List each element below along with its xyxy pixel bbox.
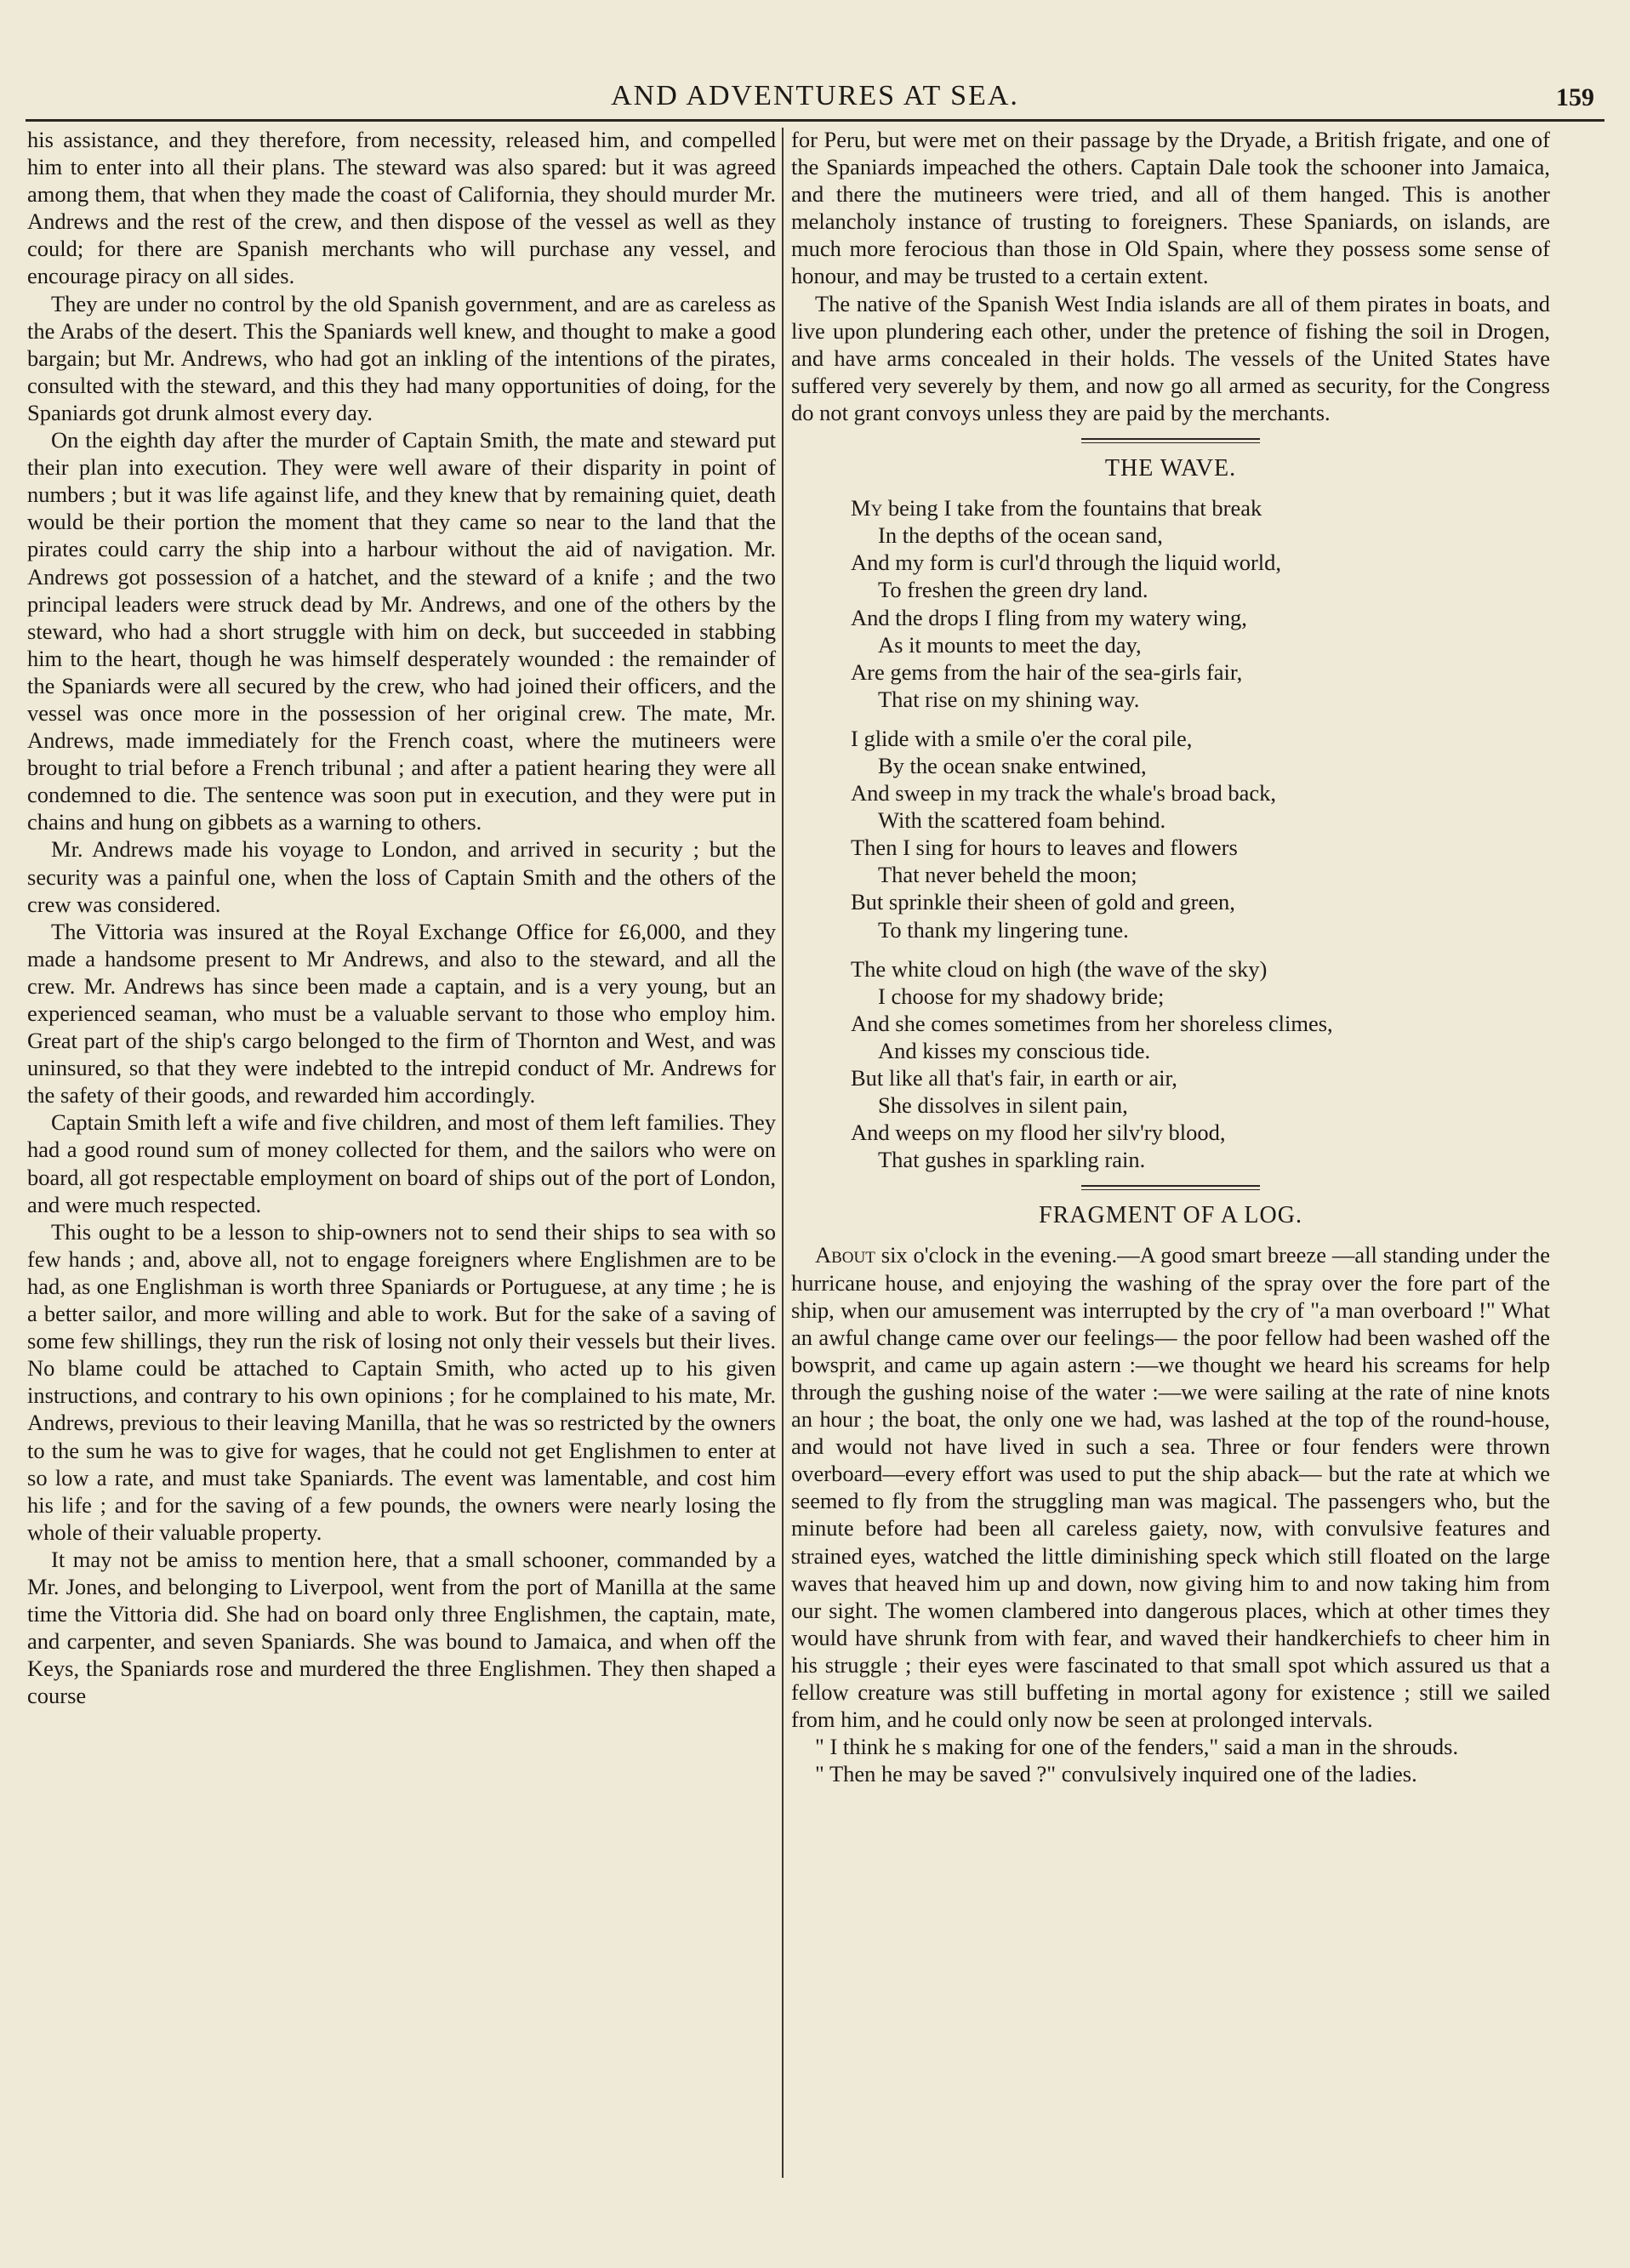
right-column bbox=[791, 126, 1550, 2183]
paragraph: On the eighth day after the murder of Captain Smith, the mate and steward put their plan into execution. They were well aware of their disparity in point of numbers ; but it was life against life, and they knew that by remaining quiet, death would be their portion the moment that they came so near to the land that the pirates could carry the ship into a harbour without the aid of navigation. Mr. Andrews got possession of a hatchet, and the steward of a knife ; and the two principal leaders were struck dead by Mr. Andrews, and one of the others by the steward, who had a short struggle with him on deck, but succeeded in stabbing him to the heart, though he was himself desperately wounded : the remainder of the Spaniards were all secured by the crew, who had joined their officers, and the vessel was once more in the possession of her original crew. The mate, Mr. Andrews, made immediately for the French coast, where the mutineers were brought to trial before a French tribunal ; and after a patient hearing they were all condemned to die. The sentence was soon put in execution, and they were put in chains and hung on gibbets as a warning to others. bbox=[27, 427, 776, 835]
poem-line: I glide with a smile o'er the coral pile, bbox=[851, 725, 1193, 751]
paragraph: " I think he s making for one of the fenders," said a man in the shrouds. bbox=[815, 1734, 1459, 1760]
poem-line: That gushes in sparkling rain. bbox=[878, 1147, 1146, 1173]
paragraph: " Then he may be saved ?" convulsively inquired one of the ladies. bbox=[815, 1761, 1417, 1787]
poem-line: To freshen the green dry land. bbox=[878, 577, 1148, 603]
poem-line: That rise on my shining way. bbox=[878, 686, 1140, 712]
poem-line: To thank my lingering tune. bbox=[878, 916, 1129, 943]
stanza bbox=[851, 955, 1550, 1174]
poem-line: With the scattered foam behind. bbox=[878, 807, 1166, 834]
poem-line: But like all that's fair, in earth or air, bbox=[851, 1065, 1177, 1091]
running-head bbox=[26, 75, 1604, 119]
poem-line: But sprinkle their sheen of gold and green, bbox=[851, 889, 1235, 915]
header-rule bbox=[26, 119, 1604, 122]
paragraph: The native of the Spanish West India islands are all of them pirates in boats, and live upon plundering each other, under the pretence of fishing the soil in Drogen, and have arms concealed in their holds. The vessels of the United States have suffered very severely by them, and now go all armed as security, for the Congress do not grant convoys unless they are paid by the merchants. bbox=[791, 290, 1550, 425]
poem-line: By the ocean snake entwined, bbox=[878, 752, 1147, 778]
poem-line: Are gems from the hair of the sea-girls fair, bbox=[851, 658, 1243, 685]
section-separator bbox=[1081, 438, 1260, 443]
poem-title: THE WAVE. bbox=[1104, 455, 1237, 482]
fragment-title: FRAGMENT OF A LOG. bbox=[1039, 1202, 1302, 1229]
left-column bbox=[27, 126, 776, 2183]
poem-line: I choose for my shadowy bride; bbox=[878, 983, 1165, 1009]
poem bbox=[851, 494, 1550, 1173]
column-divider bbox=[782, 128, 784, 2178]
paragraph: They are under no control by the old Spanish government, and are as careless as the Arabs of the desert. This the Spaniards well knew, and thought to make a good bargain; but Mr. Andrews, who had got an inkling of the intentions of the pirates, consulted with the steward, and this they had many opportunities of doing, for the Spaniards got drunk almost every day. bbox=[27, 290, 776, 425]
poem-line bbox=[851, 494, 1550, 521]
paragraph bbox=[791, 1241, 1550, 1733]
paragraph-text: six o'clock in the evening.—A good smart breeze —all standing under the hurricane house, and enjoying the washing of the spray over the fore part of the ship, when our amusement was interrupted by the cry of "a man overboard !" What an awful change came over our feelings— the poor fellow had been washed off the bowsprit, and came up again astern :—we thought we heard his screams for help through the gushing noise of the water :—we were sailing at the rate of nine knots an hour ; the boat, the only one we had, was lashed at the top of the round-house, and would not have lived in such a sea. Three or four fenders were thrown overboard—every effort was used to put the ship aback— but the rate at which we seemed to fly from the struggling man was magical. The passengers who, but the minute before had been all careless gaiety, now, with convulsive features and strained eyes, watched the little diminishing speck which still floated on the large waves that heaved him up and down, now giving him to and now taking him from our sight. The women clambered into dangerous places, which at other times they would have shrunk from with fear, and waved their handkerchiefs to cheer him in his struggle ; their eyes were fascinated to that small spot which assured us that a fellow creature was still buffeting in mortal agony for existence ; still we sailed from him, and he could only now be seen at prolonged intervals. bbox=[791, 1242, 1550, 1733]
poem-line: Then I sing for hours to leaves and flowers bbox=[851, 835, 1238, 861]
poem-line: And sweep in my track the whale's broad back, bbox=[851, 780, 1277, 806]
poem-line: She dissolves in silent pain, bbox=[878, 1092, 1128, 1119]
stanza bbox=[851, 725, 1550, 943]
page-number: 159 bbox=[1556, 83, 1594, 111]
running-title: AND ADVENTURES AT SEA. bbox=[611, 80, 1019, 111]
poem-line-text: being I take from the fountains that break bbox=[887, 495, 1262, 521]
poem-line: That never beheld the moon; bbox=[878, 862, 1137, 888]
section-separator bbox=[1081, 1185, 1260, 1190]
stanza bbox=[851, 494, 1550, 713]
poem-line: The white cloud on high (the wave of the sky) bbox=[851, 955, 1268, 982]
paragraph: The Vittoria was insured at the Royal Exchange Office for £6,000, and they made a handsome present to Mr Andrews, and also to the steward, and all the crew. Mr. Andrews has since been made a captain, and is a very young, but an experienced seaman, who must be a valuable servant to those who employ him. Great part of the ship's cargo belonged to the firm of Thornton and West, and was uninsured, so that they were indebted to the intrepid conduct of Mr. Andrews for the safety of their goods, and rewarded him accordingly. bbox=[27, 918, 776, 1108]
paragraph: his assistance, and they therefore, from necessity, released him, and compelled him to enter into all their plans. The steward was also spared: but it was agreed among them, that when they made the coast of California, they should murder Mr. Andrews and the rest of the crew, and then dispose of the vessel as well as they could; for there are Spanish merchants who will purchase any vessel, and encourage piracy on all sides. bbox=[27, 127, 776, 289]
poem-line: And she comes sometimes from her shoreless climes, bbox=[851, 1010, 1333, 1036]
poem-line: And kisses my conscious tide. bbox=[878, 1037, 1151, 1063]
poem-line: As it mounts to meet the day, bbox=[878, 631, 1142, 658]
paragraph: This ought to be a lesson to ship-owners not to send their ships to sea with so few hands ; and, above all, not to engage foreigners where Englishmen are to be had, as one Englishman is worth three Spaniards or Portuguese, at any time ; he is a better sailor, and more willing and able to work. But for the sake of a saving of some few shillings, they run the risk of losing not only their vessels but their lives. No blame could be attached to Captain Smith, who acted up to his given instructions, and contrary to his own opinions ; for he complained to his mate, Mr. Andrews, previous to their leaving Manilla, that he was so restricted by the owners to the sum he was to give for wages, that he could not get Englishmen to enter at so low a rate, and must take Spaniards. The event was lamentable, and cost him his life ; and for the saving of a few pounds, the owners were nearly losing the whole of their valuable property. bbox=[27, 1218, 776, 1545]
poem-line: And the drops I fling from my watery wing, bbox=[851, 604, 1247, 630]
paragraph: for Peru, but were met on their passage by the Dryade, a British frigate, and one of the Spaniards impeached the others. Captain Dale took the schooner into Jamaica, and there the mutineers were tried, and all of them hanged. This is another melancholy instance of trusting to foreigners. These Spaniards, on islands, are much more ferocious than those in Old Spain, where they possess some sense of honour, and may be trusted to a certain extent. bbox=[791, 127, 1550, 289]
paragraph: Mr. Andrews made his voyage to London, and arrived in security ; but the security was a painful one, when the loss of Captain Smith and the others of the crew was considered. bbox=[27, 836, 776, 917]
poem-first-word: My bbox=[851, 495, 883, 521]
poem-line: And my form is curl'd through the liquid world, bbox=[851, 550, 1282, 576]
poem-line: And weeps on my flood her silv'ry blood, bbox=[851, 1120, 1226, 1146]
poem-line: In the depths of the ocean sand, bbox=[878, 522, 1163, 549]
paragraph: It may not be amiss to mention here, that a small schooner, commanded by a Mr. Jones, and belonging to Liverpool, went from the port of Manilla at the same time the Vittoria did. She had on board only three Englishmen, the captain, mate, and carpenter, and seven Spaniards. She was bound to Jamaica, and when off the Keys, the Spaniards rose and murdered the three Englishmen. They then shaped a course bbox=[27, 1546, 776, 1709]
paragraph: Captain Smith left a wife and five children, and most of them left families. They had a good round sum of money collected for them, and the sailors who were on board, all got respectable employment on board of ships out of the port of London, and were much respected. bbox=[27, 1109, 776, 1217]
fragment-first-words: About bbox=[815, 1242, 875, 1268]
